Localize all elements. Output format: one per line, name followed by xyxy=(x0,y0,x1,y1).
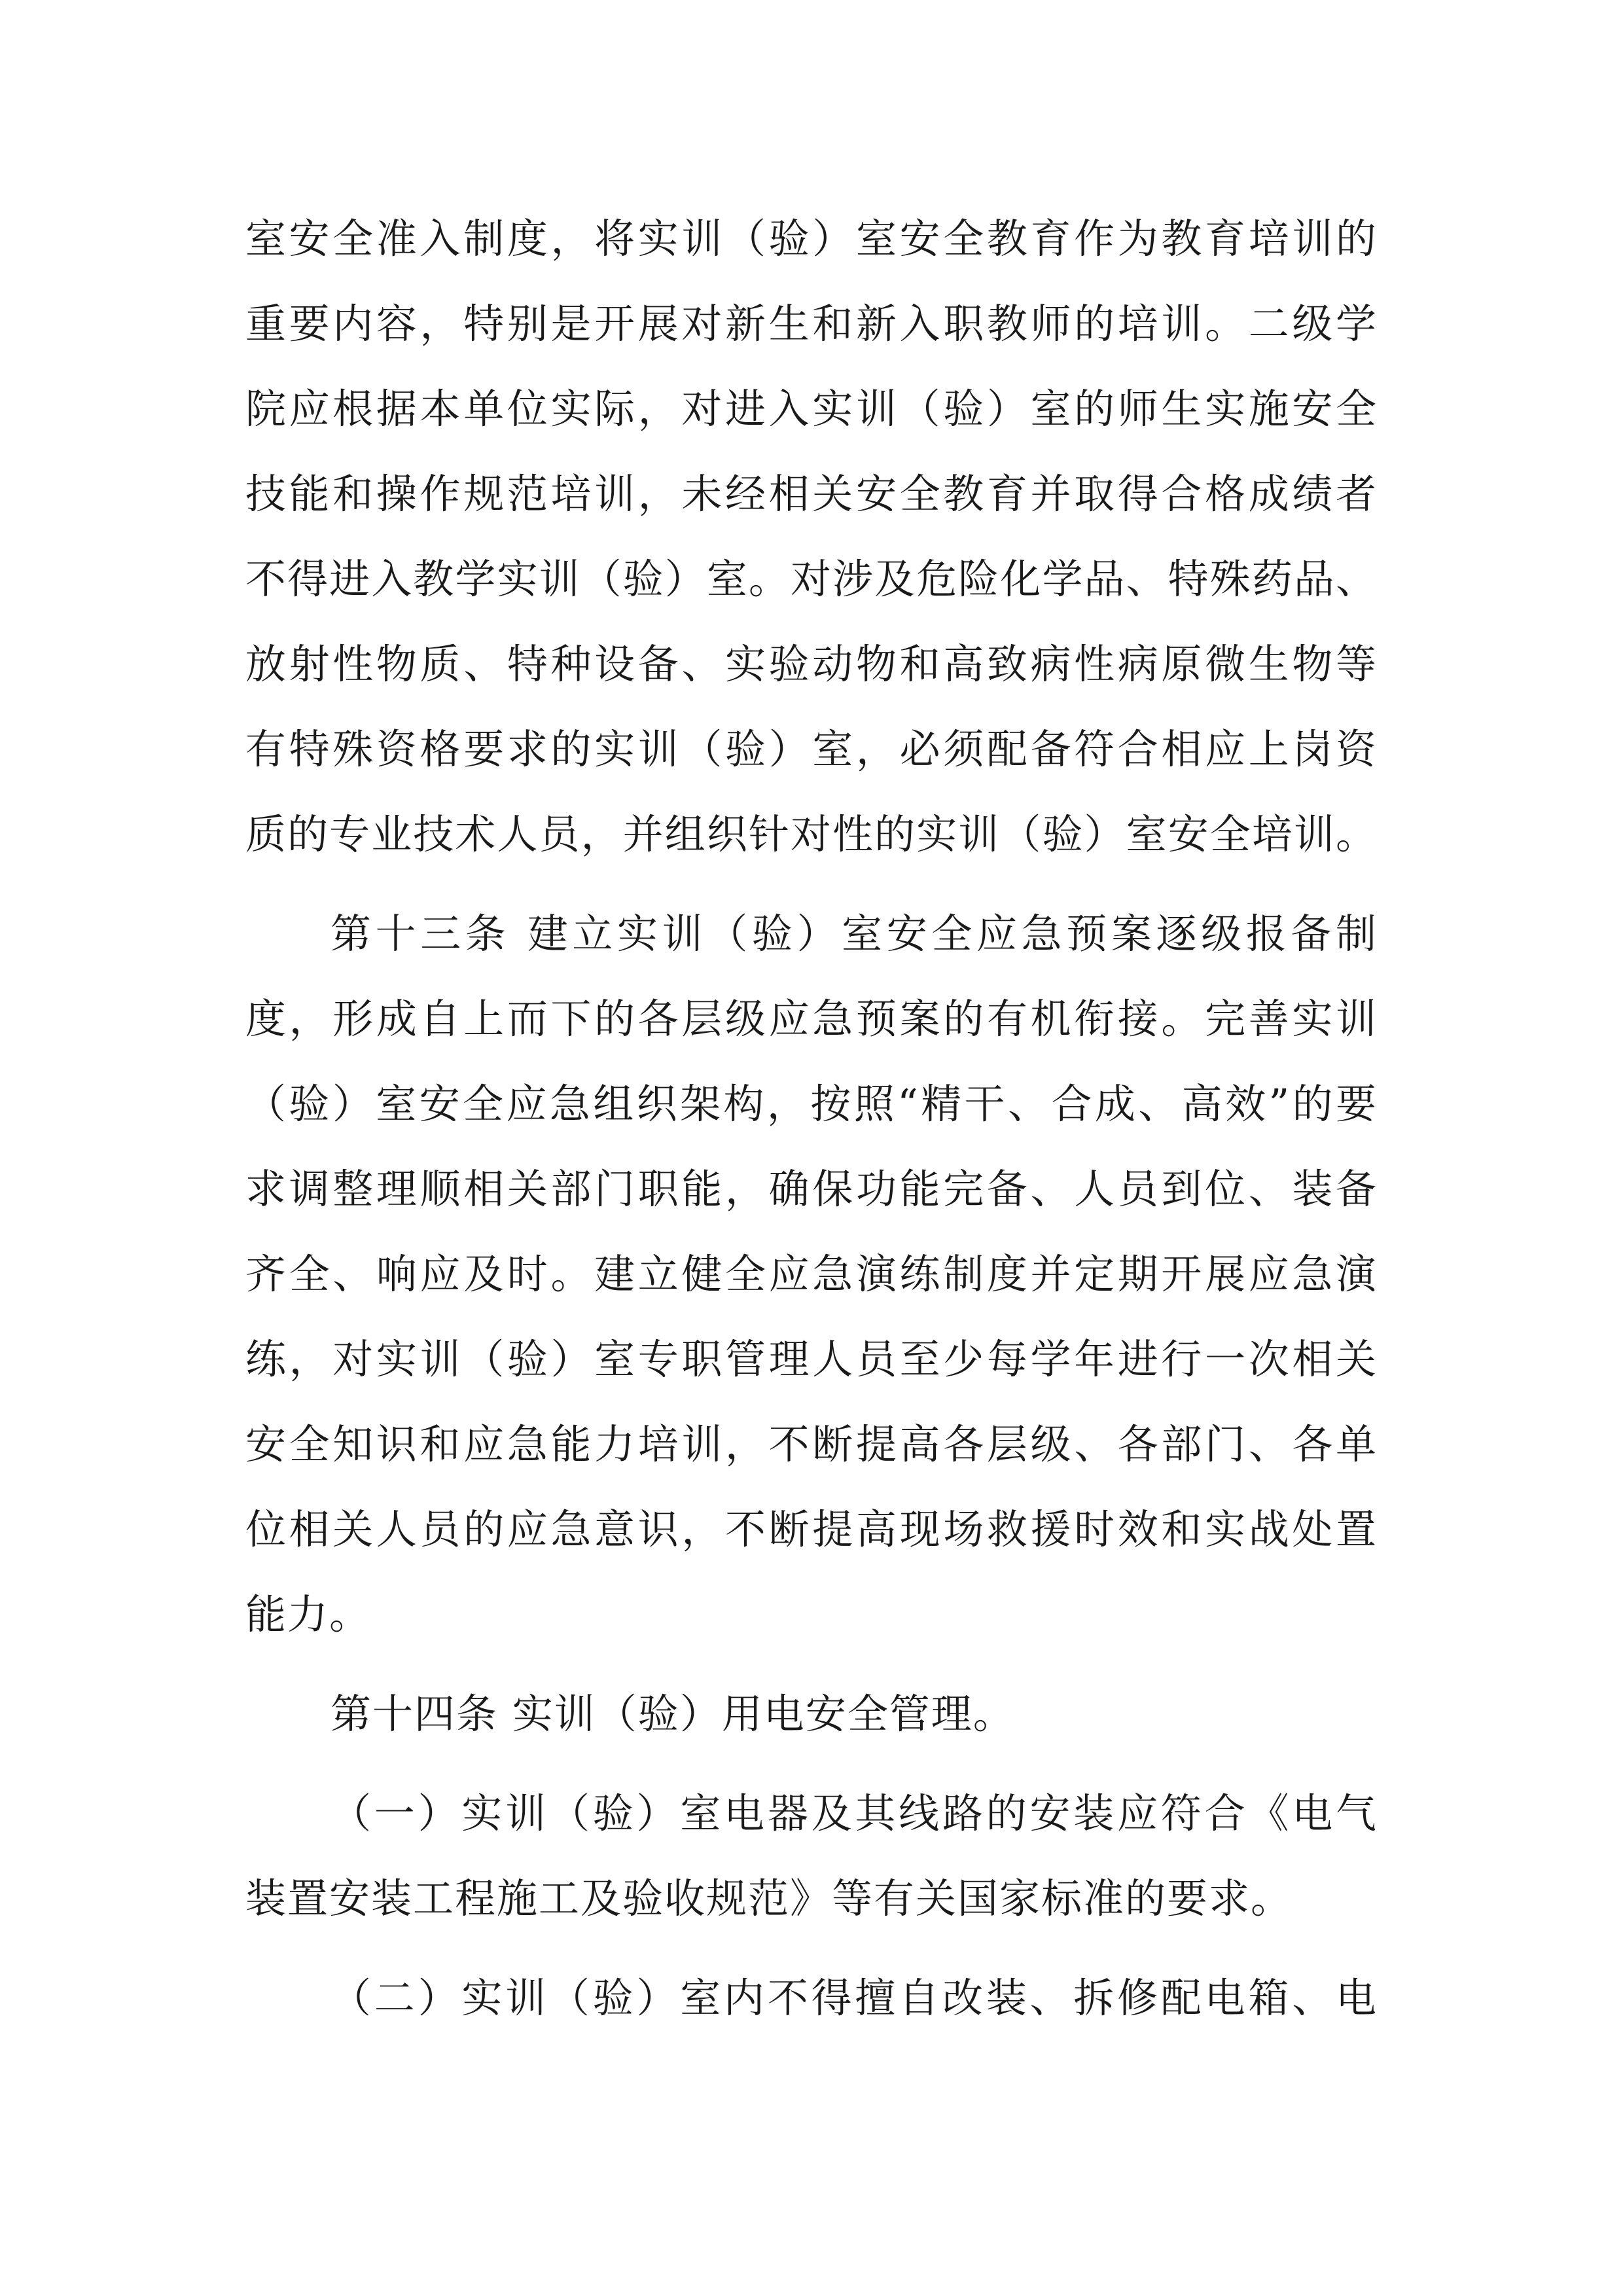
paragraph-item-2 xyxy=(245,1956,1378,2041)
paragraph-gap xyxy=(245,1757,1378,1771)
text-line: 质的专业技术人员，并组织针对性的实训（验）室安全培训。 xyxy=(245,810,1378,858)
text-line: 装置安装工程施工及验收规范》等有关国家标准的要求。 xyxy=(245,1874,1293,1922)
text-line: 放射性物质、特种设备、实验动物和高致病性病原微生物等 xyxy=(245,640,1378,688)
text-line: 齐全、响应及时。建立健全应急演练制度并定期开展应急演 xyxy=(245,1250,1378,1298)
text-line: （验）室安全应急组织架构，按照“精干、合成、高效”的要 xyxy=(245,1080,1378,1128)
text-line: 位相关人员的应急意识，不断提高现场救援时效和实战处置 xyxy=(245,1505,1378,1553)
paragraph-gap xyxy=(245,877,1378,891)
text-line: 有特殊资格要求的实训（验）室，必须配备符合相应上岗资 xyxy=(245,725,1378,773)
text-line: （二）实训（验）室内不得擅自改装、拆修配电箱、电 xyxy=(330,1974,1378,2022)
paragraph-gap xyxy=(245,1657,1378,1672)
text-line: 求调整理顺相关部门职能，确保功能完备、人员到位、装备 xyxy=(245,1165,1378,1213)
text-line: 练，对实训（验）室专职管理人员至少每学年进行一次相关 xyxy=(245,1335,1378,1383)
paragraph-item-1 xyxy=(245,1771,1378,1941)
text-line: 不得进入教学实训（验）室。对涉及危险化学品、特殊药品、 xyxy=(245,555,1378,603)
text-line: 第十三条 建立实训（验）室安全应急预案逐级报备制 xyxy=(330,910,1378,958)
text-line: （一）实训（验）室电器及其线路的安装应符合《电气 xyxy=(330,1789,1378,1837)
text-line: 重要内容，特别是开展对新生和新入职教师的培训。二级学 xyxy=(245,300,1378,348)
paragraph-article-14 xyxy=(245,1672,1378,1757)
text-line: 院应根据本单位实际，对进入实训（验）室的师生实施安全 xyxy=(245,385,1378,433)
text-line: 安全知识和应急能力培训，不断提高各层级、各部门、各单 xyxy=(245,1420,1378,1468)
text-line: 度，形成自上而下的各层级应急预案的有机衔接。完善实训 xyxy=(245,995,1378,1043)
text-line: 第十四条 实训（验）用电安全管理。 xyxy=(330,1690,1015,1738)
paragraph-article-13 xyxy=(245,891,1378,1657)
text-line: 室安全准入制度，将实训（验）室安全教育作为教育培训的 xyxy=(245,215,1378,262)
paragraph-continuation xyxy=(245,196,1378,877)
text-line: 能力。 xyxy=(245,1590,372,1638)
paragraph-gap xyxy=(245,1941,1378,1956)
text-line: 技能和操作规范培训，未经相关安全教育并取得合格成绩者 xyxy=(245,470,1378,518)
document-body xyxy=(245,196,1378,2041)
